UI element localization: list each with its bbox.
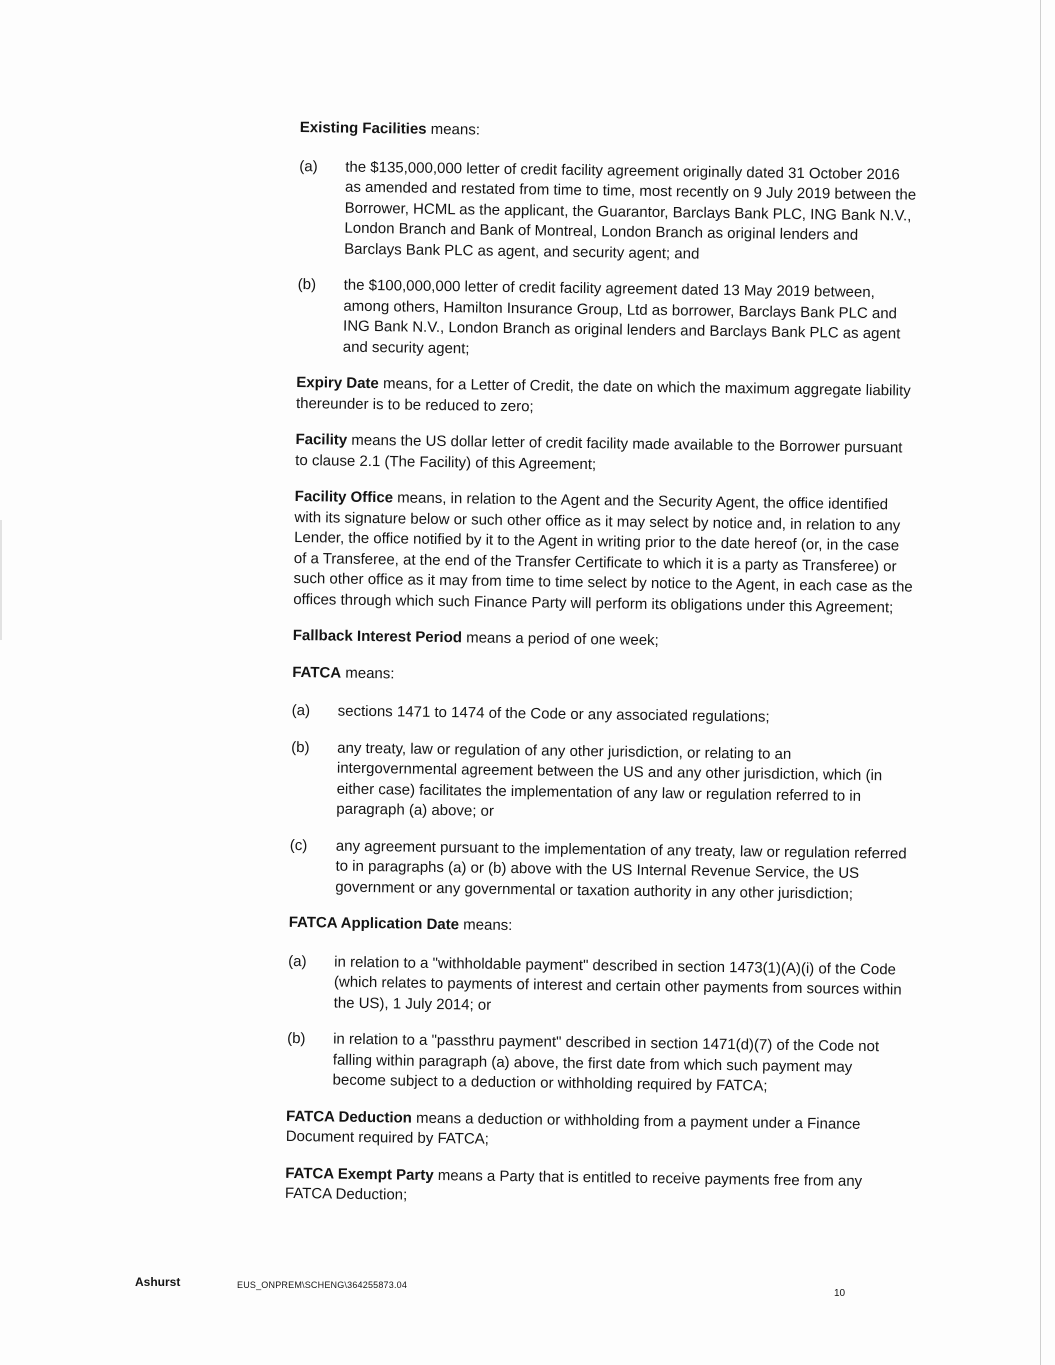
item-label: (a)	[299, 157, 318, 175]
item-label: (a)	[291, 701, 311, 720]
definition-facility-office	[293, 487, 915, 619]
list-item	[298, 156, 919, 267]
item-text: in relation to a "withholdable payment" described in section 1473(1)(A)(i) of the Code (which relates to payments of interest and certain other payments from sources within the US), 1 July 2014; or	[333, 953, 902, 1014]
list-item	[289, 835, 910, 905]
definition-text: means, in relation to the Agent and the Security Agent, the office identified with its signature below or such other office as it may select by notice and, in relation to any Lender, the office notified by it to the Agent in writing prior to the date hereof (or, in the case of a Transferee, at the end of the Transfer Certificate to which it is a party as Transferee) or such other office as it may from time to time select by notice to the Agent, in each case as the offices through which such Finance Party will perform its obligations under this Agreement;	[293, 489, 913, 616]
definition-expiry-date	[296, 373, 917, 423]
definition-text: means a period of one week;	[461, 629, 659, 650]
list-item	[290, 737, 911, 828]
list-item	[297, 275, 918, 366]
definitions-body	[285, 118, 920, 1229]
item-text: the $100,000,000 letter of credit facility agreement dated 13 May 2019 between, among others, Hamilton Insurance Group, Ltd as borrower, Barclays Bank PLC and ING Bank N.V., London Branch as original lenders and Barclays Bank PLC as agent and security agent;	[342, 276, 901, 357]
definition-fatca-exempt-party	[285, 1163, 906, 1213]
item-label: (b)	[297, 275, 317, 294]
definition-text: means the US dollar letter of credit facility made available to the Borrower pursuant to clause 2.1 (The Facility) of this Agreement;	[295, 431, 903, 473]
item-text: any treaty, law or regulation of any other jurisdiction, or relating to an intergovernmental agreement between the US and any other jurisdiction, which (in either case) facilitates the implementation of any law or regulation referred to in paragraph (a) above; or	[336, 739, 883, 820]
definition-term: Facility	[295, 430, 348, 449]
page-number: 10	[834, 1288, 846, 1299]
definition-term: Expiry Date	[296, 373, 379, 393]
item-text: sections 1471 to 1474 of the Code or any associated regulations;	[337, 702, 770, 726]
definition-fatca	[292, 662, 912, 691]
definition-term: FATCA Exempt Party	[285, 1164, 434, 1184]
item-label: (b)	[291, 738, 310, 756]
definition-term: Fallback Interest Period	[292, 626, 463, 647]
item-text: the $135,000,000 letter of credit facility agreement originally dated 31 October 2016 as amended and restated from time to time, most recently on 9 July 2019 between the Borrower, HCML as the applicant, the Guarantor, Barclays Bank PLC, ING Bank N.V., London Branch and Bank of Montreal, London Branch as original lenders and Barclays Bank PLC as agent, and security agent; and	[344, 158, 917, 263]
definition-text: means a Party that is entitled to receive payments free from any FATCA Deduction;	[284, 1166, 863, 1204]
scan-edge-right	[1040, 0, 1041, 1365]
definition-fatca-deduction	[286, 1106, 907, 1156]
item-label: (b)	[287, 1029, 306, 1048]
footer-firm-name: Ashurst	[135, 1275, 181, 1289]
definition-term: Facility Office	[294, 487, 394, 507]
definition-existing-facilities	[300, 118, 920, 147]
definition-lead: means:	[458, 916, 513, 935]
footer-document-reference: EUS_ONPREM\SCHENG\364255873.04	[237, 1280, 408, 1290]
list-item	[292, 701, 912, 730]
definition-term: Existing Facilities	[299, 118, 427, 138]
definition-term: FATCA Deduction	[285, 1107, 413, 1127]
definition-lead: means:	[341, 664, 395, 682]
definition-lead: means:	[426, 120, 481, 139]
definition-fatca-application-date	[289, 913, 909, 942]
definition-text: means, for a Letter of Credit, the date on which the maximum aggregate liability thereunder is to be reduced to zero;	[295, 375, 911, 415]
definition-fallback-interest-period	[293, 626, 913, 655]
scan-edge-left	[0, 520, 2, 640]
definition-facility	[295, 430, 916, 480]
item-label: (a)	[288, 952, 307, 970]
list-item	[288, 951, 909, 1021]
item-text: any agreement pursuant to the implementation of any treaty, law or regulation referred to in paragraphs (a) or (b) above with the US Internal Revenue Service, the US government or any governmental or taxation authority in any other jurisdiction;	[335, 837, 907, 903]
list-item	[286, 1029, 907, 1099]
definition-term: FATCA	[292, 663, 342, 682]
definition-text: means a deduction or withholding from a payment under a Finance Document required by FATCA;	[285, 1109, 861, 1148]
definition-term: FATCA Application Date	[288, 913, 460, 934]
item-text: in relation to a "passthru payment" described in section 1471(d)(7) of the Code not falling within paragraph (a) above, the first date from which such payment may become subject to a deduction or withholding required by FATCA;	[332, 1030, 880, 1095]
item-label: (c)	[289, 836, 308, 854]
